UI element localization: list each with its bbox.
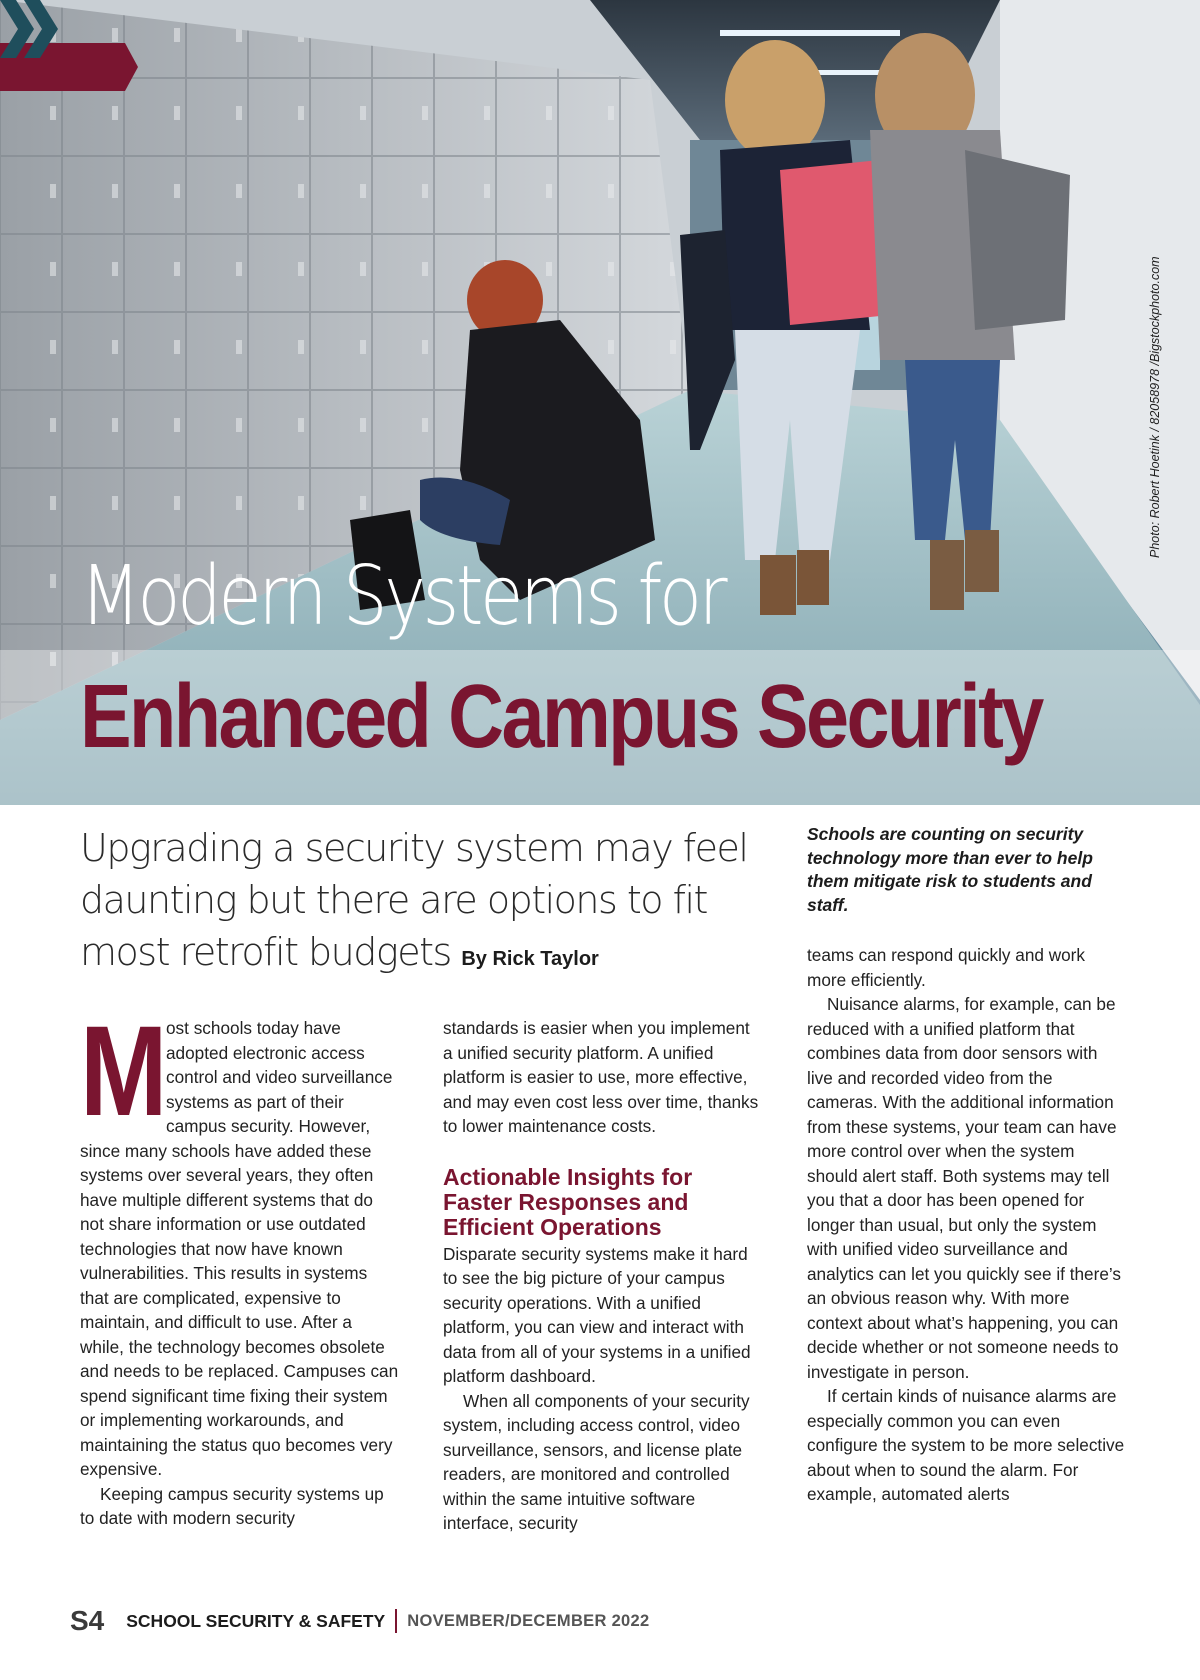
headline-line-1: Modern Systems for — [80, 549, 725, 644]
article-column-3 — [807, 943, 1127, 1507]
headline-line-2: Enhanced Campus Security — [80, 667, 1042, 767]
drop-cap: M — [80, 1000, 168, 1143]
body-paragraph: teams can respond quickly and work more efficiently. — [807, 945, 1086, 990]
footer-divider — [395, 1609, 397, 1633]
article-column-1 — [80, 1000, 400, 1531]
body-paragraph: When all components of your security system, including access control, video surveillance, sensors, and license plate readers, are monitored and controlled within the same intuitive software interface, security — [443, 1390, 750, 1533]
body-paragraph: Disparate security systems make it hard to see the big picture of your campus security operations. With a unified platform, you can view and interact with data from all of your systems in a unified platform dashboard. — [443, 1243, 751, 1386]
byline: By Rick Taylor — [461, 948, 599, 970]
chevron-right-icon — [0, 0, 60, 58]
article-deck — [80, 822, 770, 985]
body-paragraph: standards is easier when you implement a unified security platform. A unified platform is easier to use, more effective, and may even cost less over time, thanks to lower maintenance costs. — [443, 1018, 759, 1136]
photo-credit: Photo: Robert Hoetink / 82058978 /Bigstockphoto.com — [1148, 256, 1162, 558]
magazine-name: SCHOOL SECURITY & SAFETY — [126, 1610, 386, 1631]
section-subhead: Actionable Insights for Faster Responses and Efficient Operations — [443, 1163, 693, 1240]
body-paragraph: Nuisance alarms, for example, can be reduced with a unified platform that combines data from door sensors with live and recorded video from the cameras. With the additional information from these systems, your team can have more control over when the system should alert staff. Both systems may tell you that a door has been opened for longer than usual, but only the system with unified video surveillance and analytics can let you quickly see if there’s an obvious reason why. With more context about what’s happening, you can decide whether or not someone needs to investigate in person. — [807, 994, 1121, 1382]
deck-text: Upgrading a security system may feel daunting but there are options to fit most retrofit budgets — [80, 826, 748, 974]
article-column-2 — [443, 1016, 763, 1536]
pull-quote: Schools are counting on security technology more than ever to help them mitigate risk to students and staff. — [807, 824, 1093, 915]
issue-date: NOVEMBER/DECEMBER 2022 — [407, 1611, 650, 1630]
body-paragraph: If certain kinds of nuisance alarms are especially common you can even configure the system to be more selective about when to sound the alarm. For example, automated alerts — [807, 1386, 1125, 1504]
body-paragraph: ost schools today have adopted electronic access control and video surveillance systems as part of their campus security. However, since many schools have added these systems over several years, they often have multiple different systems that do not share information or use outdated technologies that now have known vulnerabilities. This results in systems that are complicated, expensive to maintain, and difficult to use. After a while, the technology becomes obsolete and needs to be replaced. Campuses can spend significant time fixing their system or implementing workarounds, and maintaining the status quo becomes very expensive. — [80, 1018, 399, 1479]
body-paragraph: Keeping campus security systems up to date with modern security — [80, 1483, 384, 1528]
page-number: S4 — [70, 1605, 105, 1636]
hero-photo — [0, 0, 1200, 805]
page-footer — [70, 1603, 649, 1639]
